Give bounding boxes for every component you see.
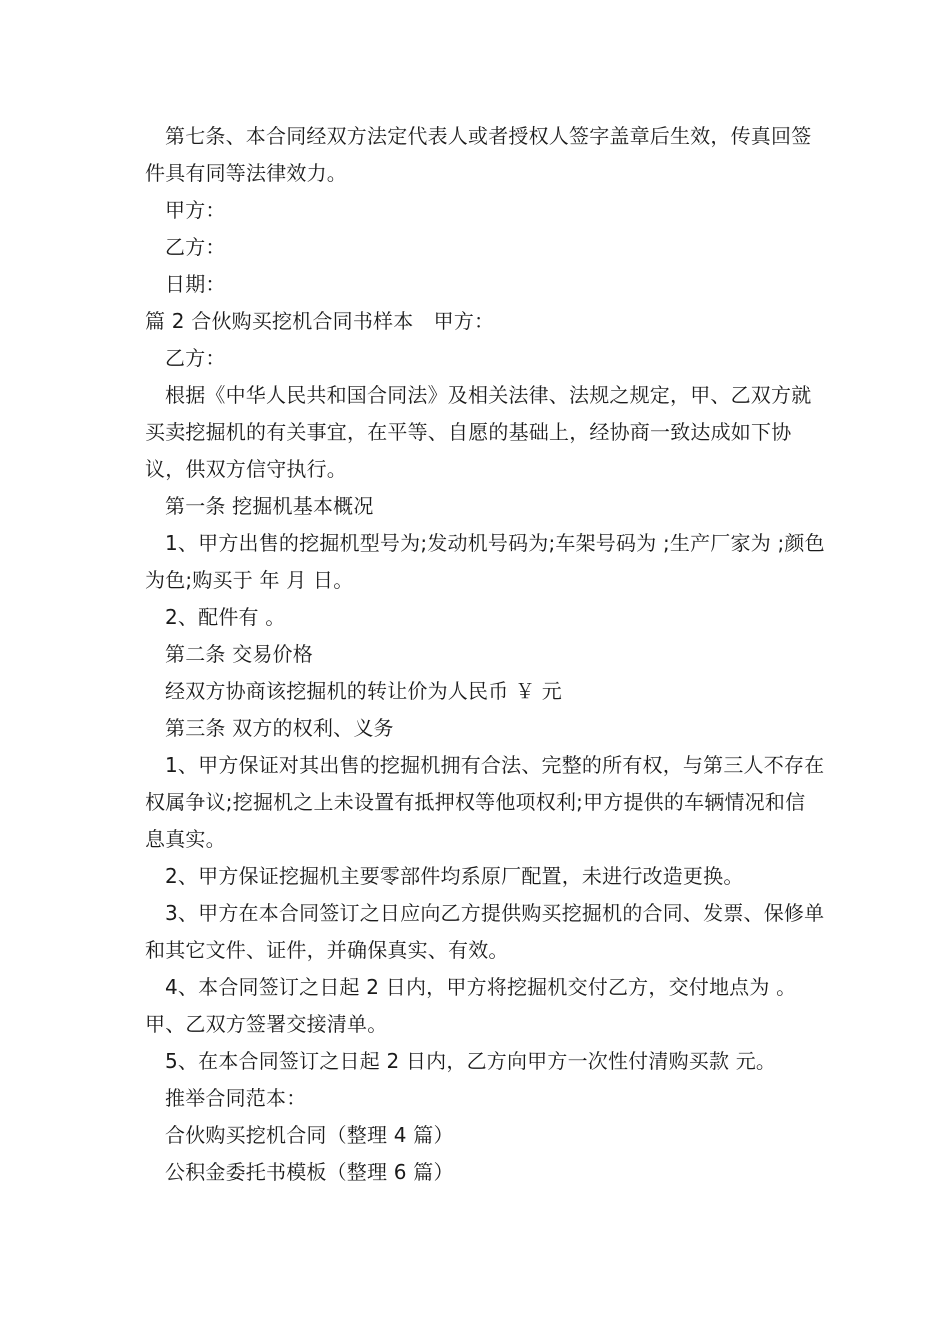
- date-line: 日期：: [165, 272, 226, 296]
- article-2-heading: 第二条 交易价格: [165, 642, 313, 666]
- article-3-item-1: 1、甲方保证对其出售的挖掘机拥有合法、完整的所有权，与第三人不存在权属争议;挖掘机之上未设置有抵押权等他项权利;甲方提供的车辆情况和信息真实。: [145, 753, 825, 851]
- document-body: [145, 118, 825, 1191]
- paragraph-preamble: 根据《中华人民共和国合同法》及相关法律、法规之规定，甲、乙双方就买卖挖掘机的有关事宜，在平等、自愿的基础上，经协商一致达成如下协议，供双方信守执行。: [145, 383, 812, 481]
- article-3-item-2: 2、甲方保证挖掘机主要零部件均系原厂配置，未进行改造更换。: [165, 864, 744, 888]
- recommended-template-link-2[interactable]: 公积金委托书模板（整理 6 篇）: [165, 1160, 454, 1184]
- article-3-item-4: 4、本合同签订之日起 2 日内，甲方将挖掘机交付乙方，交付地点为 。甲、乙双方签署交接清单。: [145, 975, 797, 1036]
- recommended-templates-label: 推举合同范本：: [165, 1086, 307, 1110]
- party-b-line: 乙方：: [165, 235, 226, 259]
- party-b-line-2: 乙方：: [165, 346, 226, 370]
- paragraph-article-7: 第七条、本合同经双方法定代表人或者授权人签字盖章后生效，传真回签件具有同等法律效力。: [145, 124, 812, 185]
- party-a-line: 甲方：: [165, 198, 226, 222]
- article-3-heading: 第三条 双方的权利、义务: [165, 716, 394, 740]
- section-heading-2: 篇 2 合伙购买挖机合同书样本 甲方：: [145, 309, 495, 333]
- article-1-heading: 第一条 挖掘机基本概况: [165, 494, 374, 518]
- recommended-template-link-1[interactable]: 合伙购买挖机合同（整理 4 篇）: [165, 1123, 454, 1147]
- article-2-price: 经双方协商该挖掘机的转让价为人民币 ￥ 元: [165, 679, 562, 703]
- article-3-item-5: 5、在本合同签订之日起 2 日内，乙方向甲方一次性付清购买款 元。: [165, 1049, 777, 1073]
- article-1-item-2: 2、配件有 。: [165, 605, 286, 629]
- article-1-item-1: 1、甲方出售的挖掘机型号为;发动机号码为;车架号码为 ;生产厂家为 ;颜色为色;购买于 年 月 日。: [145, 531, 825, 592]
- article-3-item-3: 3、甲方在本合同签订之日应向乙方提供购买挖掘机的合同、发票、保修单和其它文件、证件，并确保真实、有效。: [145, 901, 825, 962]
